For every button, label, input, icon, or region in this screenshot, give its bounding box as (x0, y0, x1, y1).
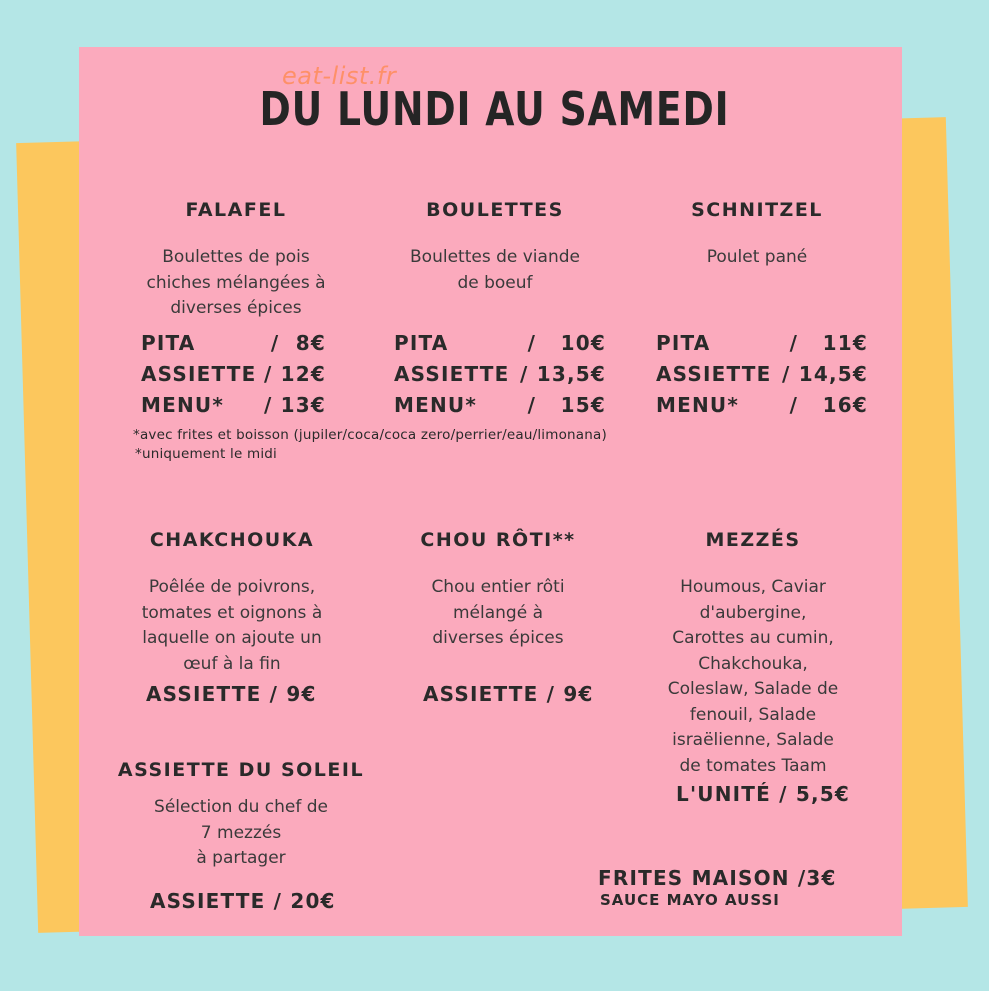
price-assiette-du-soleil: ASSIETTE / 20€ (150, 889, 336, 913)
price-list-schnitzel (656, 328, 868, 421)
dish-boulettes (375, 199, 615, 296)
footnote-menu: *avec frites et boisson (jupiler/coca/coca zero/perrier/eau/limonana) (133, 427, 607, 443)
price-row: ASSIETTE / 13,5€ (394, 362, 606, 386)
dish-falafel (116, 199, 356, 322)
dish-name: SCHNITZEL (691, 199, 823, 221)
dish-chou-roti (378, 529, 618, 652)
dish-mezzes (633, 529, 873, 779)
footnote-midi: *uniquement le midi (135, 446, 278, 462)
dish-description: Houmous, Caviar d'aubergine, Carottes au cumin, Chakchouka, Coleslaw, Salade de fenouil, Salade israëlienne, Salade de tomates Taam (667, 577, 839, 776)
dish-schnitzel (637, 199, 877, 271)
price-list-falafel (141, 328, 326, 421)
dish-assiette-du-soleil (106, 759, 376, 872)
dish-name: FALAFEL (185, 199, 287, 221)
dish-name: CHOU RÔTI** (420, 529, 576, 551)
price-row: ASSIETTE / 12€ (141, 362, 326, 386)
price-chakchouka: ASSIETTE / 9€ (146, 682, 317, 706)
price-row: MENU* / 13€ (141, 393, 326, 417)
price-row: PITA / 10€ (394, 331, 606, 355)
dish-description: Poêlée de poivrons, tomates et oignons à laquelle on ajoute un œuf à la fin (141, 577, 323, 674)
dish-description: Chou entier rôti mélangé à diverses épices (431, 577, 565, 648)
price-row: ASSIETTE / 14,5€ (656, 362, 868, 386)
dish-name: ASSIETTE DU SOLEIL (117, 759, 365, 781)
dish-name: MEZZÉS (705, 529, 801, 551)
dish-description: Boulettes de pois chiches mélangées à diverses épices (146, 247, 326, 318)
watermark: eat-list.fr (282, 62, 397, 90)
price-row: MENU* / 16€ (656, 393, 868, 417)
dish-description: Boulettes de viande de boeuf (410, 247, 580, 293)
price-row: PITA / 8€ (141, 331, 326, 355)
menu-title: DU LUNDI AU SAMEDI (259, 82, 730, 136)
dish-name: CHAKCHOUKA (149, 529, 315, 551)
dish-name: BOULETTES (426, 199, 564, 221)
dish-chakchouka (112, 529, 352, 677)
price-chou-roti: ASSIETTE / 9€ (423, 682, 594, 706)
sauce-mayo: SAUCE MAYO AUSSI (600, 891, 780, 909)
price-row: PITA / 11€ (656, 331, 868, 355)
price-mezzes: L'UNITÉ / 5,5€ (676, 782, 850, 806)
price-row: MENU* / 15€ (394, 393, 606, 417)
frites-maison: FRITES MAISON /3€ (598, 866, 837, 890)
dish-description: Poulet pané (706, 247, 808, 267)
dish-description: Sélection du chef de 7 mezzés à partager (154, 797, 328, 868)
price-list-boulettes (394, 328, 606, 421)
